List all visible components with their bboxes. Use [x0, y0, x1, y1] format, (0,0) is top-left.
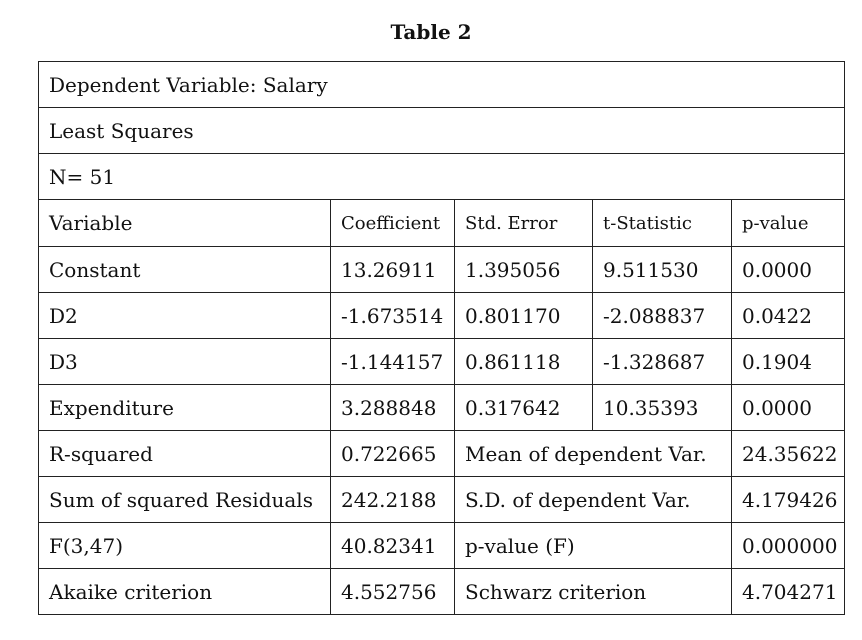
std-error-cell: 0.801170 — [455, 293, 593, 339]
std-error-cell: 1.395056 — [455, 247, 593, 293]
p-value-cell: 0.0422 — [732, 293, 845, 339]
header-row — [39, 200, 845, 247]
stat-value-2: 4.179426 — [732, 477, 845, 523]
p-value-cell: 0.0000 — [732, 385, 845, 431]
table-row — [39, 247, 845, 293]
stats-row — [39, 523, 845, 569]
stat-label: Sum of squared Residuals — [39, 477, 331, 523]
regression-table — [38, 61, 845, 615]
table-caption: Table 2 — [390, 20, 472, 44]
sample-size: N= 51 — [39, 154, 845, 200]
variable-cell: Expenditure — [39, 385, 331, 431]
t-statistic-cell: 10.35393 — [593, 385, 732, 431]
header-p-value: p-value — [732, 200, 845, 247]
estimation-method: Least Squares — [39, 108, 845, 154]
header-t-statistic: t-Statistic — [593, 200, 732, 247]
header-variable: Variable — [39, 200, 331, 247]
stat-label-2: Mean of dependent Var. — [455, 431, 732, 477]
t-statistic-cell: 9.511530 — [593, 247, 732, 293]
stat-value: 0.722665 — [331, 431, 455, 477]
stat-value-2: 24.35622 — [732, 431, 845, 477]
meta-row — [39, 154, 845, 200]
meta-row — [39, 62, 845, 108]
stat-label-2: p-value (F) — [455, 523, 732, 569]
std-error-cell: 0.861118 — [455, 339, 593, 385]
coefficient-cell: 13.26911 — [331, 247, 455, 293]
dependent-variable: Dependent Variable: Salary — [39, 62, 845, 108]
coefficient-cell: -1.144157 — [331, 339, 455, 385]
table-row — [39, 339, 845, 385]
coefficient-cell: 3.288848 — [331, 385, 455, 431]
stat-value: 40.82341 — [331, 523, 455, 569]
stat-label-2: S.D. of dependent Var. — [455, 477, 732, 523]
header-std-error: Std. Error — [455, 200, 593, 247]
variable-cell: D2 — [39, 293, 331, 339]
stats-row — [39, 569, 845, 615]
variable-cell: Constant — [39, 247, 331, 293]
std-error-cell: 0.317642 — [455, 385, 593, 431]
meta-row — [39, 108, 845, 154]
coefficient-cell: -1.673514 — [331, 293, 455, 339]
header-coefficient: Coefficient — [331, 200, 455, 247]
stats-row — [39, 431, 845, 477]
t-statistic-cell: -2.088837 — [593, 293, 732, 339]
variable-cell: D3 — [39, 339, 331, 385]
stat-label: F(3,47) — [39, 523, 331, 569]
stat-label: Akaike criterion — [39, 569, 331, 615]
stat-label-2: Schwarz criterion — [455, 569, 732, 615]
stat-value-2: 4.704271 — [732, 569, 845, 615]
table-row — [39, 293, 845, 339]
stats-row — [39, 477, 845, 523]
table-row — [39, 385, 845, 431]
stat-value: 242.2188 — [331, 477, 455, 523]
p-value-cell: 0.0000 — [732, 247, 845, 293]
stat-label: R-squared — [39, 431, 331, 477]
p-value-cell: 0.1904 — [732, 339, 845, 385]
t-statistic-cell: -1.328687 — [593, 339, 732, 385]
stat-value: 4.552756 — [331, 569, 455, 615]
stat-value-2: 0.000000 — [732, 523, 845, 569]
